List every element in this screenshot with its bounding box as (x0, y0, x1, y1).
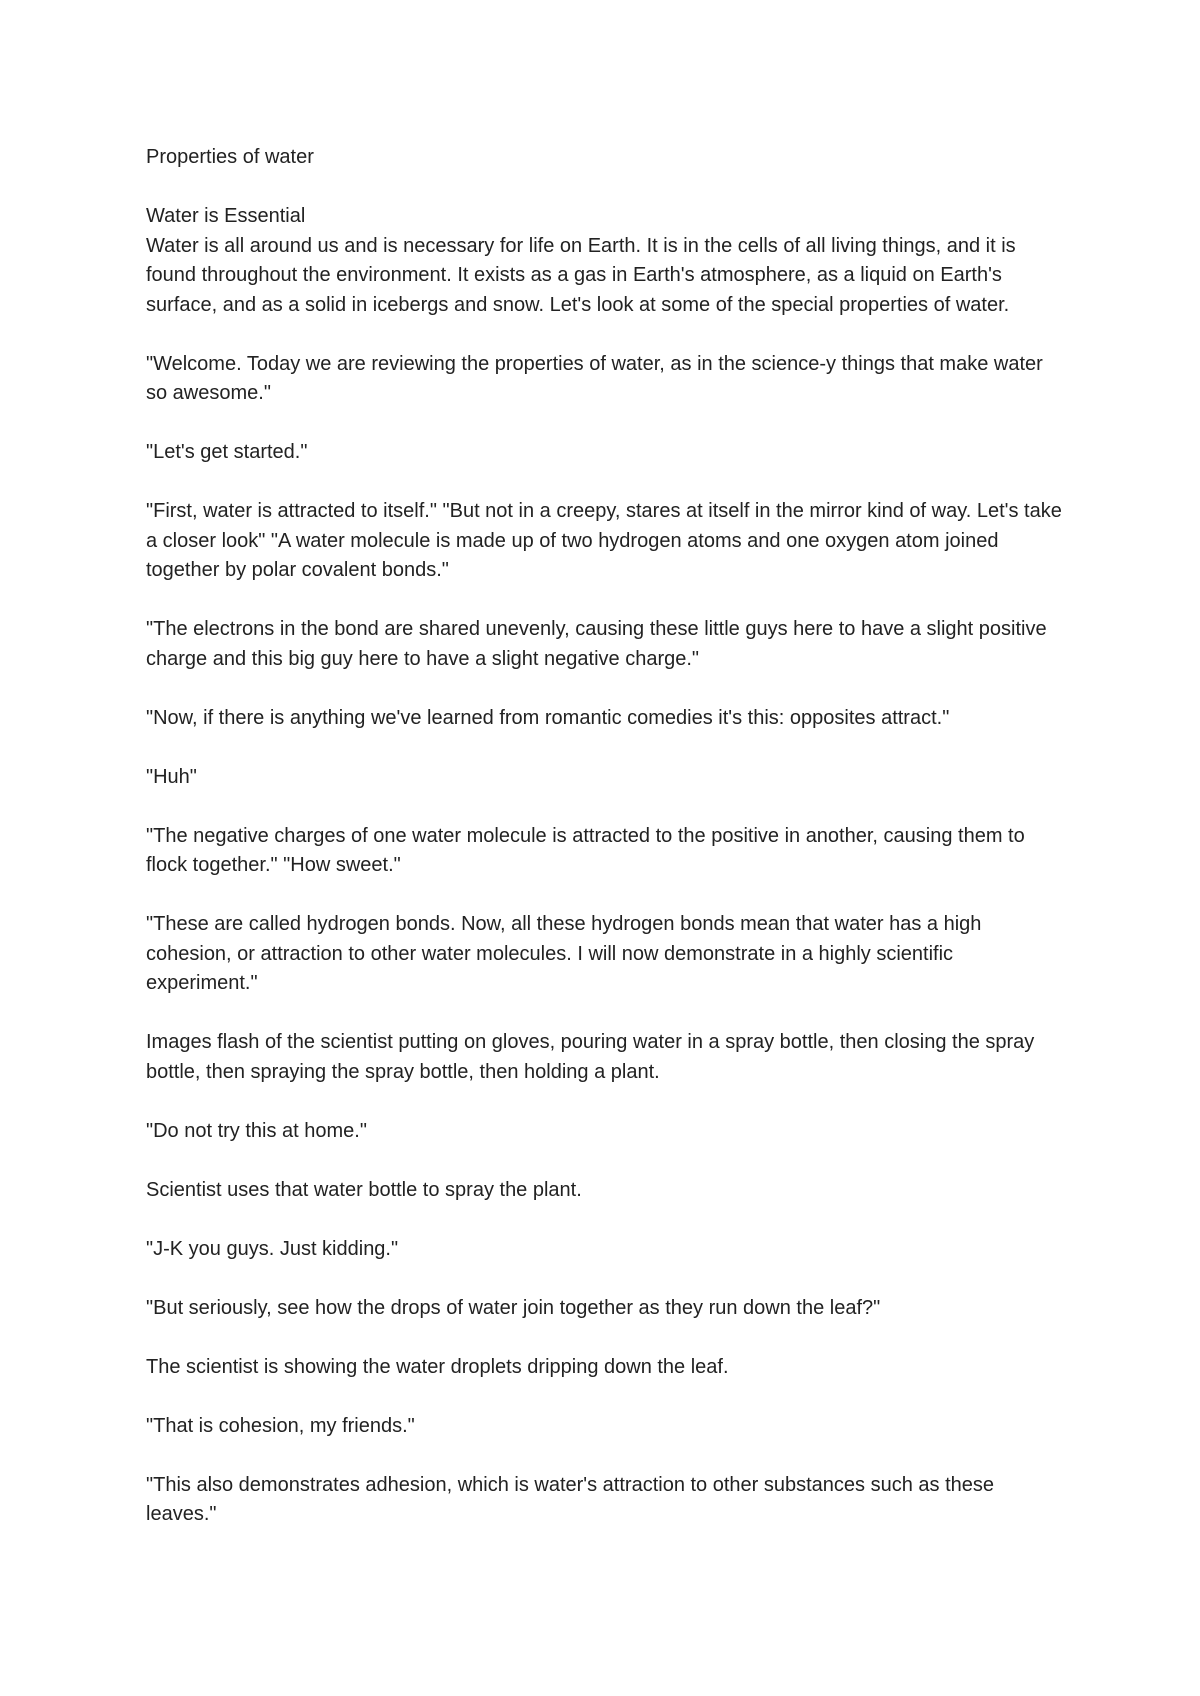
paragraph: "This also demonstrates adhesion, which is water's attraction to other substances such as these leaves." (146, 1473, 995, 1525)
paragraph: "Now, if there is anything we've learned from romantic comedies it's this: opposites attract." (146, 706, 950, 729)
paragraph: "Do not try this at home." (146, 1119, 367, 1142)
paragraph: "First, water is attracted to itself." "But not in a creepy, stares at itself in the mirror kind of way. Let's take a closer look" "A water molecule is made up of two hydrogen atoms and one oxygen atom joined together by polar covalent bonds." (146, 500, 1062, 581)
paragraph: The scientist is showing the water droplets dripping down the leaf. (146, 1355, 729, 1378)
paragraph: "Huh" (146, 765, 197, 788)
paragraph: Images flash of the scientist putting on gloves, pouring water in a spray bottle, then closing the spray bottle, then spraying the spray bottle, then holding a plant. (146, 1031, 1035, 1083)
paragraph: "Welcome. Today we are reviewing the properties of water, as in the science-y things that make water so awesome." (146, 352, 1043, 404)
paragraph: "Let's get started." (146, 441, 308, 463)
paragraph: "J-K you guys. Just kidding." (146, 1237, 399, 1260)
document-title: Properties of water (146, 146, 314, 168)
intro-paragraph: Water is all around us and is necessary for life on Earth. It is in the cells of all living things, and it is found throughout the environment. It exists as a gas in Earth's atmosphere, as a liquid on Earth's surface, and as a solid in icebergs and snow. Let's look at some of the special properties of water. (146, 234, 1016, 316)
paragraph: "That is cohesion, my friends." (146, 1414, 415, 1437)
section-heading: Water is Essential (146, 205, 306, 227)
paragraph: Scientist uses that water bottle to spray the plant. (146, 1178, 582, 1201)
paragraph: "These are called hydrogen bonds. Now, all these hydrogen bonds mean that water has a high cohesion, or attraction to other water molecules. I will now demonstrate in a highly scientific experiment." (146, 913, 982, 994)
paragraph: "The negative charges of one water molecule is attracted to the positive in another, causing them to flock together." "How sweet." (146, 824, 1025, 876)
paragraph: "But seriously, see how the drops of water join together as they run down the leaf?" (146, 1296, 881, 1319)
document-page (146, 143, 1066, 1530)
paragraph: "The electrons in the bond are shared unevenly, causing these little guys here to have a slight positive charge and this big guy here to have a slight negative charge." (146, 618, 1047, 670)
